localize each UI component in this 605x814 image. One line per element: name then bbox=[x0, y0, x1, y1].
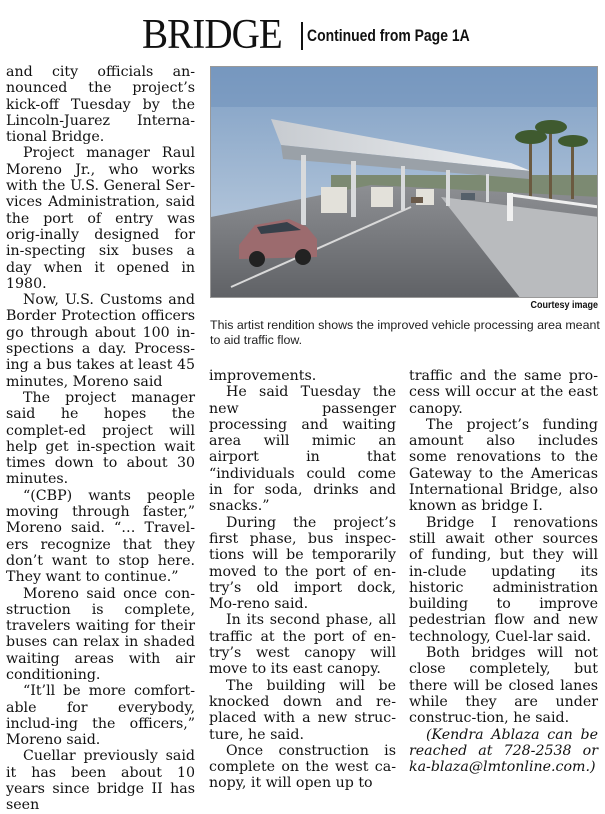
paragraph: Now, U.S. Customs and Border Protection officers go through about 100 in-spections a day. Process-ing a bus takes at least 45 minutes, Moreno said bbox=[6, 292, 195, 390]
paragraph: The project’s funding amount also includes some renovations to the Gateway to the Americas International Bridge, also known as bridge I. bbox=[409, 416, 598, 515]
header-divider bbox=[301, 22, 303, 50]
article-column-1 bbox=[6, 64, 195, 814]
photo-credit: Courtesy image bbox=[530, 300, 598, 311]
author-signoff: (Kendra Ablaza can be reached at 728-2538 or ka-blaza@lmtonline.com.) bbox=[409, 726, 598, 776]
paragraph: traffic and the same pro-cess will occur at the east canopy. bbox=[409, 368, 598, 417]
paragraph: “(CBP) wants people moving through faster,” Moreno said. “… Travel-ers recognize that they don’t want to stop here. They want to continue.” bbox=[6, 487, 195, 586]
paragraph: Bridge I renovations still await other sources of funding, but they will in-clude updating its historic administration building to improve pedestrian flow and new technology, Cuel-lar said. bbox=[409, 514, 598, 645]
paragraph: “It’ll be more comfort-able for everybody, includ-ing the officers,” Moreno said. bbox=[6, 683, 195, 749]
continued-label: Continued from Page 1A bbox=[307, 26, 470, 45]
article-column-3 bbox=[409, 368, 598, 775]
photo-caption: This artist rendition shows the improved vehicle processing area meant to aid traffic flow. bbox=[210, 318, 600, 347]
canopy-illustration bbox=[211, 67, 598, 298]
paragraph: The building will be knocked down and re-placed with a new struc-ture, he said. bbox=[209, 677, 396, 743]
paragraph: He said Tuesday the new passenger processing and waiting area will mimic an airport in that “individuals could come in for soda, drinks and snacks.” bbox=[209, 384, 396, 515]
paragraph: In its second phase, all traffic at the port of en-try’s west canopy will move to its east canopy. bbox=[209, 612, 396, 678]
artist-rendition-photo bbox=[210, 66, 598, 298]
paragraph: Cuellar previously said it has been about 10 years since bridge II has seen bbox=[6, 748, 195, 814]
paragraph: Once construction is complete on the west ca-nopy, it will open up to bbox=[209, 742, 396, 792]
article-column-2 bbox=[209, 368, 396, 792]
paragraph: and city officials an-nounced the project’s kick-off Tuesday by the Lincoln-Juarez Interna-tional Bridge. bbox=[6, 64, 195, 146]
paragraph: The project manager said he hopes the complet-ed project will help get in-spection wait times down to about 30 minutes. bbox=[6, 389, 195, 488]
paragraph: improvements. bbox=[209, 368, 317, 384]
paragraph: Project manager Raul Moreno Jr., who works with the U.S. General Ser-vices Administration, said the port of entry was orig-inally designed for in-specting six buses a day when it opened in 1980. bbox=[6, 145, 195, 292]
paragraph: During the project’s first phase, bus inspec-tions will be temporarily moved to the port of en-try’s old import dock, Mo-reno said. bbox=[209, 514, 396, 613]
paragraph: Both bridges will not close completely, but there will be closed lanes while they are under construc-tion, he said. bbox=[409, 645, 598, 727]
paragraph: Moreno said once con-struction is complete, travelers waiting for their buses can relax in shaded waiting areas with air conditioning. bbox=[6, 585, 195, 683]
story-header bbox=[0, 14, 605, 56]
kicker-title: BRIDGE bbox=[142, 12, 282, 58]
